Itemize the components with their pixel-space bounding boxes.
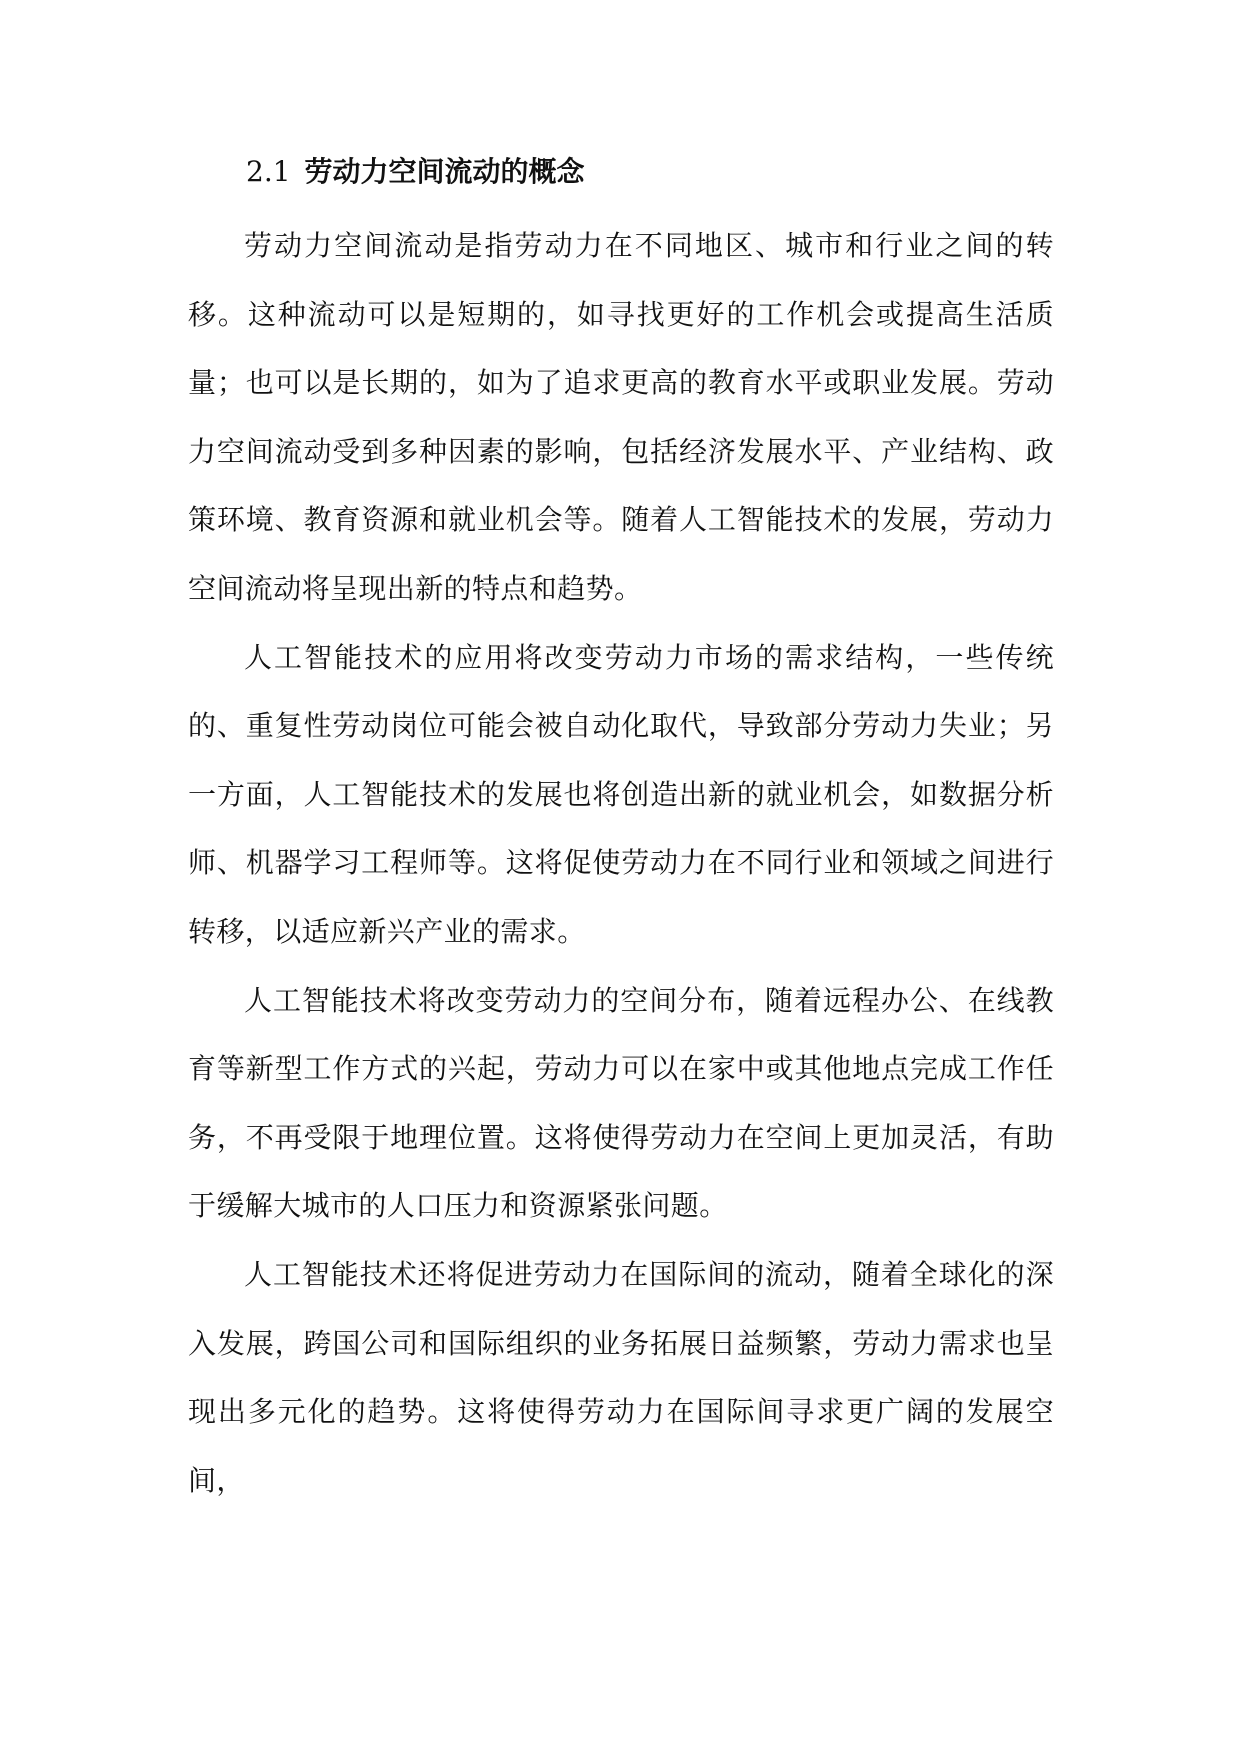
paragraph-2: 人工智能技术的应用将改变劳动力市场的需求结构，一些传统的、重复性劳动岗位可能会被自动化取代，导致部分劳动力失业；另一方面，人工智能技术的发展也将创造出新的就业机会，如数据分析师、机器学习工程师等。这将促使劳动力在不同行业和领域之间进行转移，以适应新兴产业的需求。 xyxy=(188,640,1054,948)
paragraph-4: 人工智能技术还将促进劳动力在国际间的流动，随着全球化的深入发展，跨国公司和国际组织的业务拓展日益频繁，劳动力需求也呈现出多元化的趋势。这将使得劳动力在国际间寻求更广阔的发展空间， xyxy=(188,1257,1054,1497)
section-number: 2.1 xyxy=(246,155,291,188)
paragraph-3: 人工智能技术将改变劳动力的空间分布，随着远程办公、在线教育等新型工作方式的兴起，劳动力可以在家中或其他地点完成工作任务，不再受限于地理位置。这将使得劳动力在空间上更加灵活，有助于缓解大城市的人口压力和资源紧张问题。 xyxy=(188,983,1054,1223)
section-body xyxy=(188,212,1054,1515)
paragraph-1: 劳动力空间流动是指劳动力在不同地区、城市和行业之间的转移。这种流动可以是短期的，如寻找更好的工作机会或提高生活质量；也可以是长期的，如为了追求更高的教育水平或职业发展。劳动力空间流动受到多种因素的影响，包括经济发展水平、产业结构、政策环境、教育资源和就业机会等。随着人工智能技术的发展，劳动力空间流动将呈现出新的特点和趋势。 xyxy=(188,229,1054,605)
section-title: 劳动力空间流动的概念 xyxy=(304,155,585,188)
section-heading xyxy=(246,148,585,196)
